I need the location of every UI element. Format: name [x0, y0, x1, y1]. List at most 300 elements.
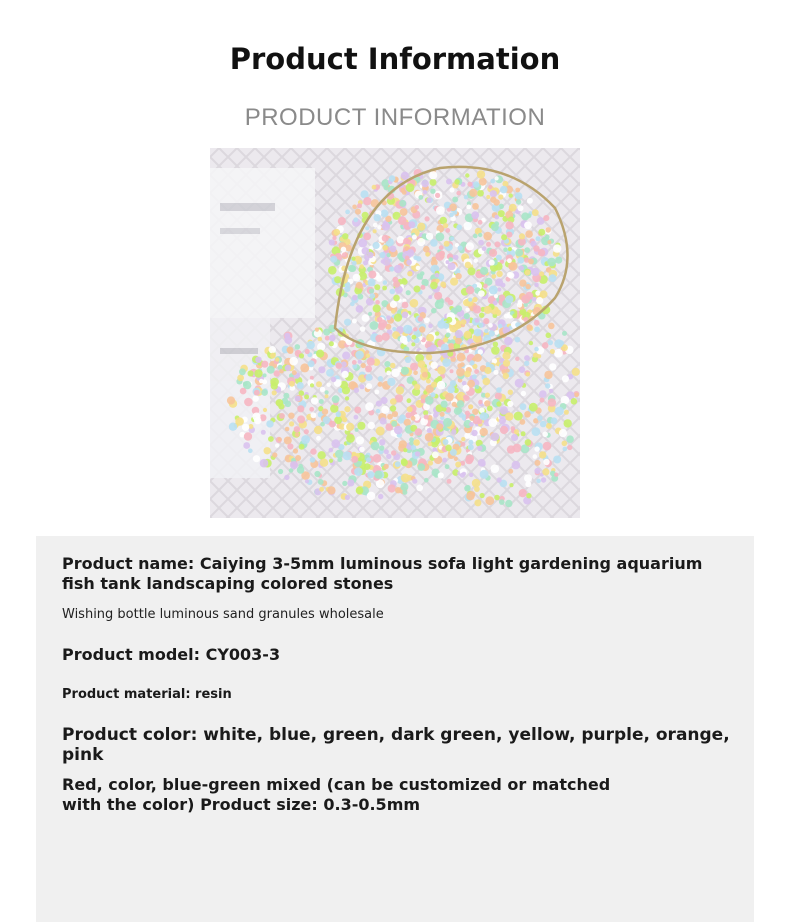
stone — [514, 412, 523, 421]
stone — [305, 349, 310, 354]
stone — [554, 349, 563, 358]
stone — [495, 278, 503, 286]
stone — [289, 421, 294, 426]
stone — [316, 350, 324, 358]
stone — [445, 393, 454, 402]
stone — [464, 195, 468, 199]
stone — [496, 255, 502, 261]
stone — [486, 195, 490, 199]
stone — [366, 298, 374, 306]
stone — [372, 185, 377, 190]
stone — [475, 385, 479, 389]
stone — [248, 370, 254, 376]
stone — [553, 456, 561, 464]
stone — [520, 403, 527, 410]
stone — [329, 421, 336, 428]
stone — [450, 188, 455, 193]
stone — [332, 236, 336, 240]
stone — [353, 274, 361, 282]
stone — [539, 271, 544, 276]
stone — [447, 386, 455, 394]
stone — [330, 404, 338, 412]
stone — [485, 496, 494, 505]
stone — [466, 492, 474, 500]
stone — [490, 190, 497, 197]
stone — [464, 371, 471, 378]
stone — [308, 360, 315, 367]
stone — [352, 261, 357, 266]
stone — [443, 418, 452, 427]
stone — [466, 205, 471, 210]
stone — [342, 352, 350, 360]
stone — [491, 274, 496, 279]
stone — [450, 369, 454, 373]
stone — [344, 406, 350, 412]
stone — [511, 426, 516, 431]
stone — [452, 197, 458, 203]
stone — [420, 285, 425, 290]
stone — [383, 464, 388, 469]
stone — [549, 389, 553, 393]
stone — [320, 422, 325, 427]
stone — [336, 412, 342, 418]
product-wishing: Wishing bottle luminous sand granules wholesale — [62, 607, 384, 622]
stone — [538, 229, 545, 236]
stone — [371, 442, 380, 451]
stone — [374, 471, 382, 479]
stone — [314, 426, 322, 434]
stone — [551, 417, 558, 424]
stone — [336, 363, 342, 369]
stone — [519, 279, 526, 286]
stone — [362, 314, 370, 322]
stone — [527, 198, 533, 204]
stone — [412, 235, 417, 240]
stone — [375, 390, 380, 395]
stone — [535, 460, 541, 466]
stone — [259, 379, 264, 384]
stone — [509, 193, 513, 197]
stone — [495, 393, 502, 400]
stone — [422, 372, 428, 378]
stone — [393, 281, 400, 288]
stone — [534, 347, 539, 352]
stone — [328, 266, 337, 275]
stone — [373, 223, 378, 228]
stone — [524, 361, 529, 366]
stone — [409, 221, 416, 228]
stone — [548, 323, 555, 330]
stone — [274, 370, 280, 376]
stone — [355, 428, 359, 432]
stone — [400, 208, 408, 216]
stone — [376, 427, 385, 436]
page-title: Product Information — [229, 42, 561, 76]
stone — [562, 331, 567, 336]
stone — [509, 483, 513, 487]
stone — [496, 401, 501, 406]
stone — [499, 499, 505, 505]
stone — [293, 448, 298, 453]
stone — [367, 492, 376, 501]
stone — [480, 412, 488, 420]
stone — [445, 228, 450, 233]
stone — [435, 252, 444, 261]
stone — [528, 259, 534, 265]
stone — [471, 430, 477, 436]
stone — [368, 271, 376, 279]
stone — [410, 363, 418, 371]
stone — [549, 363, 556, 370]
product-photo — [210, 148, 580, 518]
stone — [390, 289, 396, 295]
stone — [480, 428, 488, 436]
stone — [289, 381, 295, 387]
stone — [424, 415, 429, 420]
stone — [469, 405, 473, 409]
stone — [470, 360, 475, 365]
stone — [418, 316, 423, 321]
stone — [441, 401, 448, 408]
stone — [345, 210, 350, 215]
stone — [396, 386, 404, 394]
stone — [524, 247, 530, 253]
stone — [294, 426, 300, 432]
stone — [448, 262, 456, 270]
stone — [235, 417, 244, 426]
stone — [368, 422, 375, 429]
stone — [477, 190, 484, 197]
stone — [494, 241, 500, 247]
stone — [413, 256, 418, 261]
stone — [521, 431, 526, 436]
stone — [318, 366, 325, 373]
stone — [389, 175, 396, 182]
stone — [342, 371, 349, 378]
stone — [407, 406, 413, 412]
stone — [503, 360, 510, 367]
stone — [352, 360, 357, 365]
stone — [437, 320, 446, 329]
stone — [335, 450, 343, 458]
stone — [386, 315, 391, 320]
stone — [345, 495, 350, 500]
stone — [278, 437, 282, 441]
stone — [464, 313, 470, 319]
stone — [538, 249, 545, 256]
stone — [350, 302, 355, 307]
stone — [370, 321, 379, 330]
stone — [284, 336, 292, 344]
stone — [343, 451, 352, 460]
stone — [417, 238, 425, 246]
stone — [439, 245, 444, 250]
stone — [407, 271, 412, 276]
stone — [540, 290, 548, 298]
stone — [460, 362, 465, 367]
stone — [443, 337, 448, 342]
stone — [512, 313, 517, 318]
stone — [542, 342, 549, 349]
stone — [515, 337, 521, 343]
stone — [524, 411, 531, 418]
stone — [359, 264, 364, 269]
stone — [469, 473, 473, 477]
stone — [363, 260, 368, 265]
stone — [515, 192, 523, 200]
stone — [554, 473, 558, 477]
stone — [423, 190, 427, 194]
stone — [454, 179, 459, 184]
stone — [391, 450, 396, 455]
stone — [495, 176, 499, 180]
stone — [529, 403, 538, 412]
stone — [478, 459, 486, 467]
stone — [299, 353, 304, 358]
stone — [491, 223, 499, 231]
stone — [443, 223, 448, 228]
stone — [310, 383, 314, 387]
stone — [342, 252, 347, 257]
stone — [469, 422, 474, 427]
stone — [334, 229, 341, 236]
stone — [382, 333, 390, 341]
stone — [410, 299, 419, 308]
stone — [383, 258, 391, 266]
stone — [264, 447, 271, 454]
stone — [564, 419, 572, 427]
stone — [549, 274, 557, 282]
stone — [381, 210, 389, 218]
stone — [354, 467, 363, 476]
stone — [507, 272, 513, 278]
stone — [242, 424, 249, 431]
stone — [253, 455, 260, 462]
stone — [513, 444, 522, 453]
stone — [360, 384, 365, 389]
stone — [435, 331, 439, 335]
stone — [572, 368, 580, 376]
stone — [329, 459, 333, 463]
stone — [316, 436, 321, 441]
stone — [425, 216, 430, 221]
stone — [378, 376, 383, 381]
stone — [406, 260, 412, 266]
stone — [386, 371, 391, 376]
stone — [435, 273, 440, 278]
stone — [425, 252, 430, 257]
stone — [325, 394, 329, 398]
stone — [526, 493, 531, 498]
stone — [387, 253, 391, 257]
stone — [474, 369, 479, 374]
stone — [289, 468, 293, 472]
stone — [327, 486, 335, 494]
stone — [480, 470, 489, 479]
stone — [227, 396, 235, 404]
stone — [378, 494, 383, 499]
stone — [279, 413, 285, 419]
stone — [424, 478, 429, 483]
stone — [329, 239, 335, 245]
stone — [486, 242, 491, 247]
stone — [428, 295, 432, 299]
stone — [553, 244, 561, 252]
stone — [542, 468, 549, 475]
stone — [498, 324, 502, 328]
stone — [331, 377, 336, 382]
stone — [334, 276, 341, 283]
stone — [361, 363, 366, 368]
stone — [352, 295, 358, 301]
stone — [254, 390, 260, 396]
stone — [366, 383, 372, 389]
stone — [278, 469, 283, 474]
stone — [435, 193, 440, 198]
stone — [455, 337, 462, 344]
product-size: Red, color, blue-green mixed (can be customized or matched with the color) Product size: 0.3-0.5mm — [62, 775, 611, 814]
stone — [436, 206, 445, 215]
stone — [505, 295, 513, 303]
stone — [387, 414, 393, 420]
stone — [505, 500, 512, 507]
stone — [405, 412, 411, 418]
stone — [261, 389, 268, 396]
stone — [515, 249, 523, 257]
stone — [270, 378, 279, 387]
stone — [381, 397, 388, 404]
stone — [287, 443, 293, 449]
stone — [479, 313, 484, 318]
stone — [239, 368, 246, 375]
stone — [383, 280, 388, 285]
stone — [562, 441, 568, 447]
stone — [295, 455, 301, 461]
stone — [287, 348, 293, 354]
stone — [433, 413, 438, 418]
stone — [370, 293, 376, 299]
stone — [431, 308, 437, 314]
stone — [547, 258, 556, 267]
stone — [352, 319, 357, 324]
stone — [405, 357, 411, 363]
stone — [450, 237, 454, 241]
stone — [537, 415, 543, 421]
stone — [229, 423, 237, 431]
stone — [461, 442, 465, 446]
stone — [533, 454, 538, 459]
stone — [507, 258, 512, 263]
stone — [402, 278, 407, 283]
stone — [529, 341, 533, 345]
stone — [395, 487, 401, 493]
stone — [467, 267, 475, 275]
stone — [310, 448, 316, 454]
stone — [315, 328, 319, 332]
stone — [399, 440, 407, 448]
stone — [374, 284, 380, 290]
stone — [316, 381, 322, 387]
stone — [489, 330, 495, 336]
stone — [445, 297, 450, 302]
stone — [435, 300, 444, 309]
stone — [356, 436, 364, 444]
stone — [357, 422, 365, 430]
stone — [446, 179, 452, 185]
stone — [373, 229, 377, 233]
stone — [348, 265, 355, 272]
stone — [401, 474, 410, 483]
stone — [474, 354, 482, 362]
stone — [484, 329, 488, 333]
stone — [412, 335, 417, 340]
stone — [457, 353, 466, 362]
stone — [386, 454, 391, 459]
stone — [484, 306, 492, 314]
stone — [362, 247, 370, 255]
stone — [473, 181, 479, 187]
stone — [260, 459, 269, 468]
stone — [521, 212, 529, 220]
stone — [428, 324, 433, 329]
stone — [400, 483, 408, 491]
stone — [456, 191, 461, 196]
stone — [426, 334, 434, 342]
stone — [400, 336, 408, 344]
stone — [327, 383, 331, 387]
stone — [493, 370, 498, 375]
stone — [536, 236, 541, 241]
stone — [498, 194, 503, 199]
stone — [379, 445, 384, 450]
stone — [512, 461, 521, 470]
stone — [297, 382, 304, 389]
stone — [514, 429, 519, 434]
stone — [554, 339, 563, 348]
stone — [455, 305, 462, 312]
stone — [292, 370, 297, 375]
stone — [488, 323, 493, 328]
stone — [536, 479, 541, 484]
stone — [390, 405, 396, 411]
stone — [536, 297, 543, 304]
stone — [545, 227, 551, 233]
stone — [524, 474, 532, 482]
stone — [401, 458, 407, 464]
stone — [525, 270, 531, 276]
stone — [501, 234, 507, 240]
page-subtitle: PRODUCT INFORMATION — [244, 104, 546, 131]
stone — [341, 247, 346, 252]
stone — [355, 209, 361, 215]
stone — [347, 479, 354, 486]
stone — [382, 235, 389, 242]
stone — [516, 199, 521, 204]
stone — [425, 433, 434, 442]
stone — [452, 402, 457, 407]
stone — [436, 233, 445, 242]
stone — [420, 271, 425, 276]
stone — [288, 413, 294, 419]
stone — [248, 449, 253, 454]
stone — [369, 288, 374, 293]
stone — [384, 361, 390, 367]
stone — [263, 408, 267, 412]
stone — [322, 409, 328, 415]
stone — [354, 388, 359, 393]
stone — [237, 375, 244, 382]
stone — [543, 215, 549, 221]
